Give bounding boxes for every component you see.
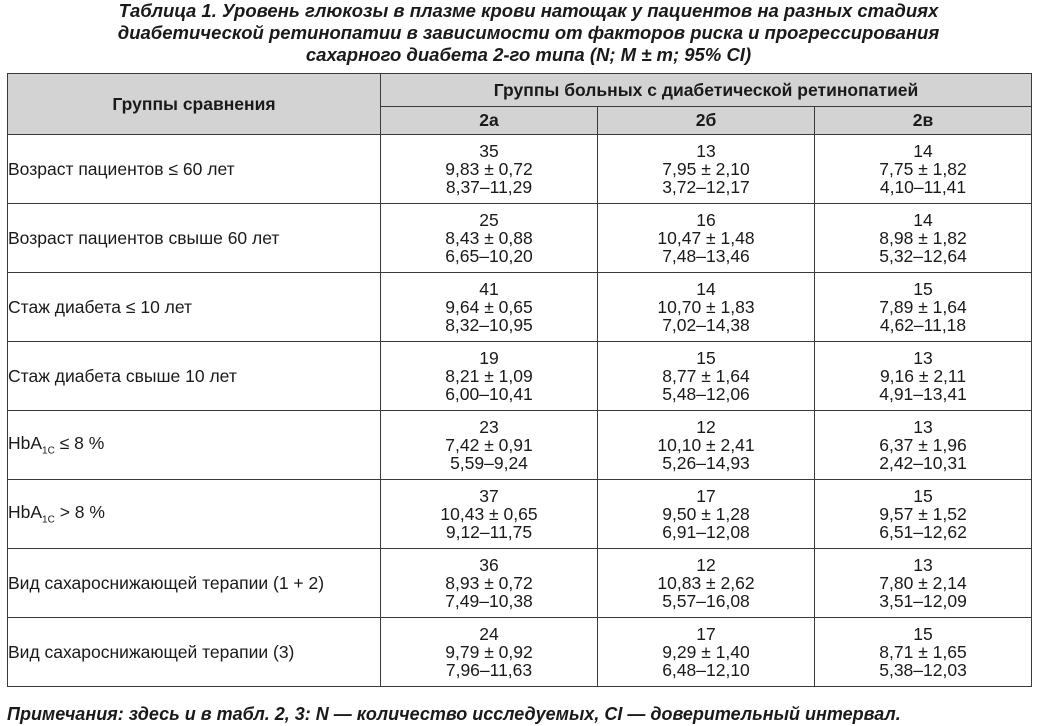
cell-2b <box>598 411 815 480</box>
cell-n: 41 <box>479 279 499 299</box>
row-label: Вид сахароснижающей терапии (3) <box>8 618 381 687</box>
table-row <box>8 618 1032 687</box>
cell-mean: 8,43 ± 0,88 <box>445 228 533 248</box>
cell-2v <box>815 342 1032 411</box>
cell-2b <box>598 135 815 204</box>
cell-ci: 5,38–12,03 <box>879 660 967 680</box>
cell-ci: 5,59–9,24 <box>450 453 528 473</box>
row-label: Стаж диабета ≤ 10 лет <box>8 273 381 342</box>
cell-n: 13 <box>913 555 933 575</box>
cell-2a <box>381 549 598 618</box>
cell-mean: 10,10 ± 2,41 <box>657 435 755 455</box>
row-label-tail: > 8 % <box>54 502 105 523</box>
cell-n: 13 <box>913 348 933 368</box>
cell-n: 12 <box>696 417 716 437</box>
cell-ci: 4,10–11,41 <box>879 177 967 197</box>
cell-ci: 2,42–10,31 <box>879 453 967 473</box>
caption-line-3: сахарного диабета 2-го типа (N; M ± m; 95% CI) <box>305 44 752 65</box>
cell-ci: 3,51–12,09 <box>879 591 967 611</box>
cell-n: 15 <box>696 348 716 368</box>
cell-2a <box>381 204 598 273</box>
glucose-table <box>7 73 1032 687</box>
cell-mean: 9,50 ± 1,28 <box>662 504 750 524</box>
cell-2a <box>381 411 598 480</box>
cell-ci: 7,02–14,38 <box>662 315 750 335</box>
cell-mean: 8,71 ± 1,65 <box>879 642 967 662</box>
table-row <box>8 549 1032 618</box>
cell-ci: 4,91–13,41 <box>879 384 967 404</box>
cell-2v <box>815 204 1032 273</box>
caption-line-1: Таблица 1. Уровень глюкозы в плазме крови натощак у пациентов на разных стадиях <box>118 0 939 21</box>
cell-n: 15 <box>913 624 933 644</box>
cell-n: 17 <box>696 486 716 506</box>
cell-n: 35 <box>479 141 499 161</box>
cell-ci: 9,12–11,75 <box>445 522 533 542</box>
cell-ci: 6,65–10,20 <box>445 246 533 266</box>
cell-ci: 6,91–12,08 <box>662 522 750 542</box>
cell-ci: 5,57–16,08 <box>662 591 750 611</box>
cell-2a <box>381 342 598 411</box>
cell-n: 14 <box>696 279 716 299</box>
cell-ci: 4,62–11,18 <box>879 315 967 335</box>
cell-n: 17 <box>696 624 716 644</box>
table-row <box>8 342 1032 411</box>
cell-n: 15 <box>913 279 933 299</box>
cell-n: 15 <box>913 486 933 506</box>
cell-ci: 7,49–10,38 <box>445 591 533 611</box>
cell-n: 23 <box>479 417 499 437</box>
cell-2v <box>815 549 1032 618</box>
header-comparison-groups: Группы сравнения <box>8 74 381 135</box>
row-label-sub: 1C <box>42 514 55 526</box>
cell-mean: 8,77 ± 1,64 <box>662 366 750 386</box>
table-caption <box>0 0 1037 66</box>
cell-mean: 7,80 ± 2,14 <box>879 573 967 593</box>
cell-n: 37 <box>479 486 499 506</box>
cell-ci: 5,48–12,06 <box>662 384 750 404</box>
cell-ci: 5,32–12,64 <box>879 246 967 266</box>
cell-2a <box>381 480 598 549</box>
cell-ci: 3,72–12,17 <box>662 177 750 197</box>
cell-n: 19 <box>479 348 499 368</box>
cell-mean: 9,79 ± 0,92 <box>445 642 533 662</box>
row-label-sub: 1C <box>42 445 55 457</box>
cell-n: 13 <box>696 141 716 161</box>
row-label <box>8 411 381 480</box>
header-col-2v: 2в <box>815 107 1032 135</box>
header-col-2a: 2а <box>381 107 598 135</box>
cell-2b <box>598 618 815 687</box>
cell-2v <box>815 273 1032 342</box>
cell-2b <box>598 549 815 618</box>
cell-mean: 9,29 ± 1,40 <box>662 642 750 662</box>
cell-mean: 7,89 ± 1,64 <box>879 297 967 317</box>
cell-mean: 7,42 ± 0,91 <box>445 435 533 455</box>
cell-n: 14 <box>913 210 933 230</box>
row-label-main: HbA <box>8 502 43 523</box>
row-label-tail: ≤ 8 % <box>54 433 105 454</box>
header-retinopathy-groups: Группы больных с диабетической ретинопатией <box>381 74 1032 107</box>
cell-n: 13 <box>913 417 933 437</box>
cell-n: 25 <box>479 210 499 230</box>
cell-mean: 10,70 ± 1,83 <box>657 297 755 317</box>
cell-mean: 9,83 ± 0,72 <box>445 159 533 179</box>
cell-mean: 9,16 ± 2,11 <box>879 366 967 386</box>
row-label: Вид сахароснижающей терапии (1 + 2) <box>8 549 381 618</box>
cell-mean: 9,57 ± 1,52 <box>879 504 967 524</box>
cell-mean: 7,95 ± 2,10 <box>662 159 750 179</box>
table-note: Примечания: здесь и в табл. 2, 3: N — количество исследуемых, CI — доверительный интервал. <box>7 704 901 724</box>
cell-ci: 6,48–12,10 <box>662 660 750 680</box>
cell-2b <box>598 480 815 549</box>
cell-ci: 7,96–11,63 <box>445 660 533 680</box>
caption-line-2: диабетической ретинопатии в зависимости от факторов риска и прогрессирования <box>117 22 940 43</box>
cell-ci: 5,26–14,93 <box>662 453 750 473</box>
cell-ci: 6,00–10,41 <box>445 384 533 404</box>
cell-mean: 8,93 ± 0,72 <box>445 573 533 593</box>
cell-ci: 8,32–10,95 <box>445 315 533 335</box>
cell-2v <box>815 618 1032 687</box>
header-col-2b: 2б <box>598 107 815 135</box>
cell-2a <box>381 273 598 342</box>
cell-mean: 8,98 ± 1,82 <box>879 228 967 248</box>
table-row <box>8 480 1032 549</box>
table-row <box>8 273 1032 342</box>
cell-2v <box>815 135 1032 204</box>
cell-2b <box>598 273 815 342</box>
row-label: Возраст пациентов ≤ 60 лет <box>8 135 381 204</box>
cell-2a <box>381 135 598 204</box>
cell-2v <box>815 480 1032 549</box>
cell-mean: 8,21 ± 1,09 <box>445 366 533 386</box>
cell-mean: 9,64 ± 0,65 <box>445 297 533 317</box>
cell-mean: 10,43 ± 0,65 <box>440 504 538 524</box>
cell-mean: 10,47 ± 1,48 <box>657 228 755 248</box>
cell-2a <box>381 618 598 687</box>
cell-n: 12 <box>696 555 716 575</box>
cell-mean: 6,37 ± 1,96 <box>879 435 967 455</box>
cell-n: 36 <box>479 555 499 575</box>
row-label-main: HbA <box>8 433 43 454</box>
cell-ci: 7,48–13,46 <box>662 246 750 266</box>
table-row <box>8 204 1032 273</box>
cell-n: 24 <box>479 624 499 644</box>
row-label: Возраст пациентов свыше 60 лет <box>8 204 381 273</box>
cell-ci: 8,37–11,29 <box>445 177 533 197</box>
cell-2b <box>598 204 815 273</box>
table-row <box>8 411 1032 480</box>
cell-mean: 10,83 ± 2,62 <box>657 573 755 593</box>
table-row <box>8 135 1032 204</box>
cell-2v <box>815 411 1032 480</box>
cell-ci: 6,51–12,62 <box>879 522 967 542</box>
cell-n: 16 <box>696 210 716 230</box>
cell-n: 14 <box>913 141 933 161</box>
cell-mean: 7,75 ± 1,82 <box>879 159 967 179</box>
cell-2b <box>598 342 815 411</box>
row-label: Стаж диабета свыше 10 лет <box>8 342 381 411</box>
row-label <box>8 480 381 549</box>
